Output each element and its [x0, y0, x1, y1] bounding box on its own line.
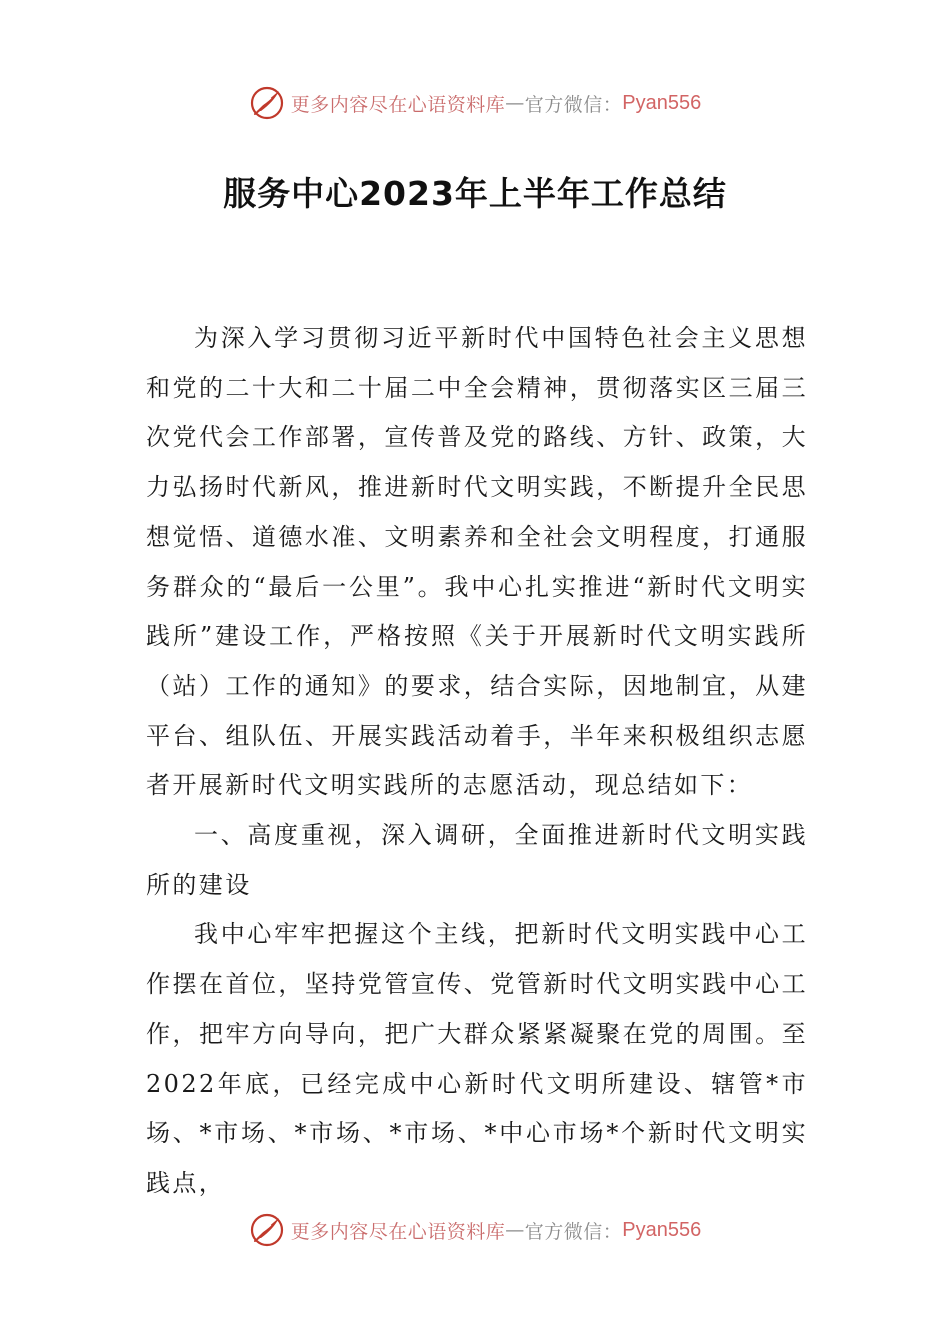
watermark-separator: —	[505, 1219, 525, 1241]
watermark-header	[0, 83, 950, 123]
watermark-text: 更多内容尽在心语资料库	[290, 93, 506, 116]
watermark-text: 更多内容尽在心语资料库	[290, 1220, 506, 1243]
watermark-wechat-id: Pyan556	[622, 1218, 702, 1241]
watermark-wechat-id: Pyan556	[622, 91, 702, 114]
watermark-footer	[0, 1210, 950, 1250]
paragraph-intro: 为深入学习贯彻习近平新时代中国特色社会主义思想和党的二十大和二十届二中全会精神，贯彻落实区三届三次党代会工作部署，宣传普及党的路线、方针、政策，大力弘扬时代新风，推进新时代文明实践，不断提升全民思想觉悟、道德水准、文明素养和全社会文明程度，打通服务群众的“最后一公里”。我中心扎实推进“新时代文明实践所”建设工作，严格按照《关于开展新时代文明实践所（站）工作的通知》的要求，结合实际，因地制宜，从建平台、组队伍、开展实践活动着手，半年来积极组织志愿者开展新时代文明实践所的志愿活动，现总结如下：	[146, 324, 808, 800]
quill-pen-logo-icon	[249, 1212, 285, 1248]
watermark-wechat-label: 官方微信：	[524, 93, 623, 116]
quill-pen-logo-icon	[249, 85, 285, 121]
paragraph-section-1: 我中心牢牢把握这个主线，把新时代文明实践中心工作摆在首位，坚持党管宣传、党管新时代文明实践中心工作，把牢方向导向，把广大群众紧紧凝聚在党的周围。至2022年底，已经完成中心新时代文明所建设、辖管*市场、*市场、*市场、*市场、*中心市场*个新时代文明实践点，	[146, 920, 808, 1197]
document-title: 服务中心2023年上半年工作总结	[223, 174, 727, 213]
document-body	[146, 314, 808, 1209]
section-heading-1: 一、高度重视，深入调研，全面推进新时代文明实践所的建设	[146, 821, 808, 899]
watermark-wechat-label: 官方微信：	[524, 1220, 623, 1243]
watermark-separator: —	[505, 92, 525, 114]
